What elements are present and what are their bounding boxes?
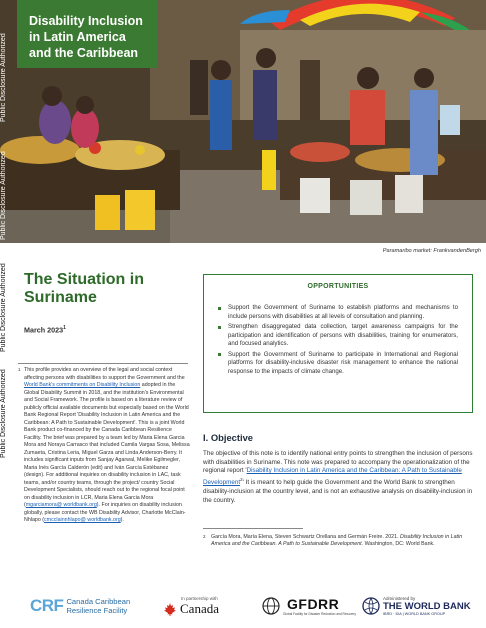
footnote-mark: 2 — [240, 477, 243, 483]
crf-name — [66, 597, 130, 615]
administered-label: Administered by — [383, 596, 416, 601]
footnote-text: ). For inquiries on disability inclusion globally, please contact the WB Disability Advisor, Charlotte McClain-Nhlapo ( — [24, 502, 186, 523]
gfdrr-text — [283, 596, 356, 616]
footnote-divider — [203, 528, 303, 529]
world-bank-sub: IBRD · IDA | WORLD BANK GROUP — [383, 612, 446, 616]
footnote-italic-title: Disability Inclusion in Latin America and the Caribbean. A Path to Sustainable Development. — [211, 534, 463, 547]
footnote-body — [203, 534, 473, 548]
maple-leaf-icon — [163, 602, 177, 616]
opportunities-title: OPPORTUNITIES — [307, 283, 369, 290]
commitments-link[interactable]: World Bank's commitments on Disability Inclusion — [24, 382, 141, 388]
footnote-text: ). — [120, 517, 124, 523]
paragraph-text: ' It is meant to help guide the Government and the World Bank to strengthen disability-inclusion at the country level, and is not an exhaustive analysis on disability-inclusion in the country. — [203, 479, 473, 504]
page-title: The Situation in Suriname — [24, 271, 144, 306]
disclosure-label-middle — [0, 224, 14, 240]
list-item: Support the Government of Suriname to establish platforms and mechanisms to include persons with disabilities at all levels of consultation and planning. — [218, 304, 458, 321]
footnote-mark: 1 — [63, 325, 66, 331]
gfdrr-logo — [262, 588, 356, 624]
publication-date — [24, 325, 66, 334]
globe-icon — [262, 597, 280, 615]
footnote-text: adopted in the Global Disability Summit in 2018, and the institution's Environmental and Social Framework. The profile is based on a literature review of publicly official available documents but especially based on the World Bank Regional Report 'Disability Inclusion in Latin America and the Caribbean: A Path to Sustainable Development'. This is a joint World Bank product co-financed by the Canada Caribbean Resilience Facility. The brief was prepared by a team led by Maria Elena Garcia Mora and Noraya Carrasco that included Camila Vargas Sosa, Melissa Zumaeta, Cristina Leria, Miguel Garza and Linda Anderson-Berry. It includes significant inputs from Sanjay Agarwal, Melike Egilmegler, Maria Inés García Calderón (edit) and Iván García Estébanez (design). For additional inquiries on disability inclusion in LAC, task teams, and/or country teams, through the project/ country Social Development Specialists, should reach out to the regional focal point on disability inclusion in LCR, Maria Elena Garcia Mora ( — [24, 382, 190, 508]
footnote-divider — [18, 363, 188, 364]
footnote-text: This profile provides an overview of the legal and social context affecting persons with disabilities to support the Government and the — [24, 367, 185, 381]
footnote-text: García Mora, María Elena, Steven Schwartz Orellana and Germán Freire. 2021. — [211, 534, 401, 540]
section-heading-objective: I. Objective — [203, 432, 254, 443]
footnote-text: Washington, DC: World Bank. — [363, 541, 435, 547]
canada-logo — [163, 588, 219, 624]
email-link-focal-point[interactable]: mgarciamora@ worldbank.org — [25, 502, 97, 508]
footnote-2 — [203, 534, 473, 548]
date-text: March 2023 — [24, 325, 64, 335]
list-item: Support the Government of Suriname to participate in International and Regional platforms for disability-inclusive disaster risk management to enhance the national response to the impacts of climate change. — [218, 351, 458, 377]
regional-report-link[interactable]: Disability Inclusion in Latin America and the Caribbean: A Path to Sustainable Development — [203, 467, 462, 487]
world-bank-logo — [362, 588, 471, 624]
world-bank-globe-icon — [362, 597, 380, 615]
email-link-advisor[interactable]: cmcclainnhlapo@ worldbank.org — [44, 517, 121, 523]
opportunities-list — [218, 304, 458, 376]
canada-wordmark — [163, 596, 219, 617]
gfdrr-word: GFDRR — [287, 596, 340, 612]
gfdrr-sub: Global Facility for Disaster Reduction and Recovery — [283, 612, 356, 616]
footnote-number: 1 — [18, 367, 21, 372]
paragraph-text: The objective of this note is to identify national entry points to strengthen the inclusion of persons with disabilities in Suriname. This note was prepared to accompany the operationalization of the regional report ' — [203, 450, 473, 475]
series-title-line: and the Caribbean — [29, 46, 139, 60]
photo-caption: Paramaribo market: FrankvandenBergh — [382, 248, 481, 254]
crf-mark: CRF — [30, 596, 64, 615]
world-bank-text — [383, 596, 471, 616]
canada-row — [163, 601, 219, 617]
world-bank-word: THE WORLD BANK — [383, 601, 471, 612]
footnote-number: 2 — [203, 534, 206, 539]
crf-logo — [30, 588, 130, 624]
series-title-line: Disability Inclusion — [29, 14, 143, 28]
opportunities-box — [203, 274, 473, 413]
partner-logos — [0, 588, 486, 628]
canada-word: Canada — [180, 600, 219, 616]
crf-line: Resilience Facility — [66, 606, 128, 615]
list-item: Strengthen disaggregated data collection, target awareness campaigns for the participation and identification of persons with disabilities, training for enumerators, and focused analytics. — [218, 323, 458, 349]
series-title-box — [17, 0, 158, 68]
footnote-1 — [18, 367, 190, 525]
series-title-line: in Latin America — [29, 30, 126, 44]
partnership-label: In partnership with — [181, 595, 218, 601]
crf-line: Canada Caribbean — [66, 597, 131, 606]
disclosure-label-top — [0, 106, 14, 122]
objective-paragraph — [203, 450, 474, 505]
disclosure-label-lower: Public Disclosure Authorized — [0, 263, 7, 352]
cover-photo — [0, 0, 486, 243]
disclosure-label-bottom: Public Disclosure Authorized — [0, 369, 7, 458]
